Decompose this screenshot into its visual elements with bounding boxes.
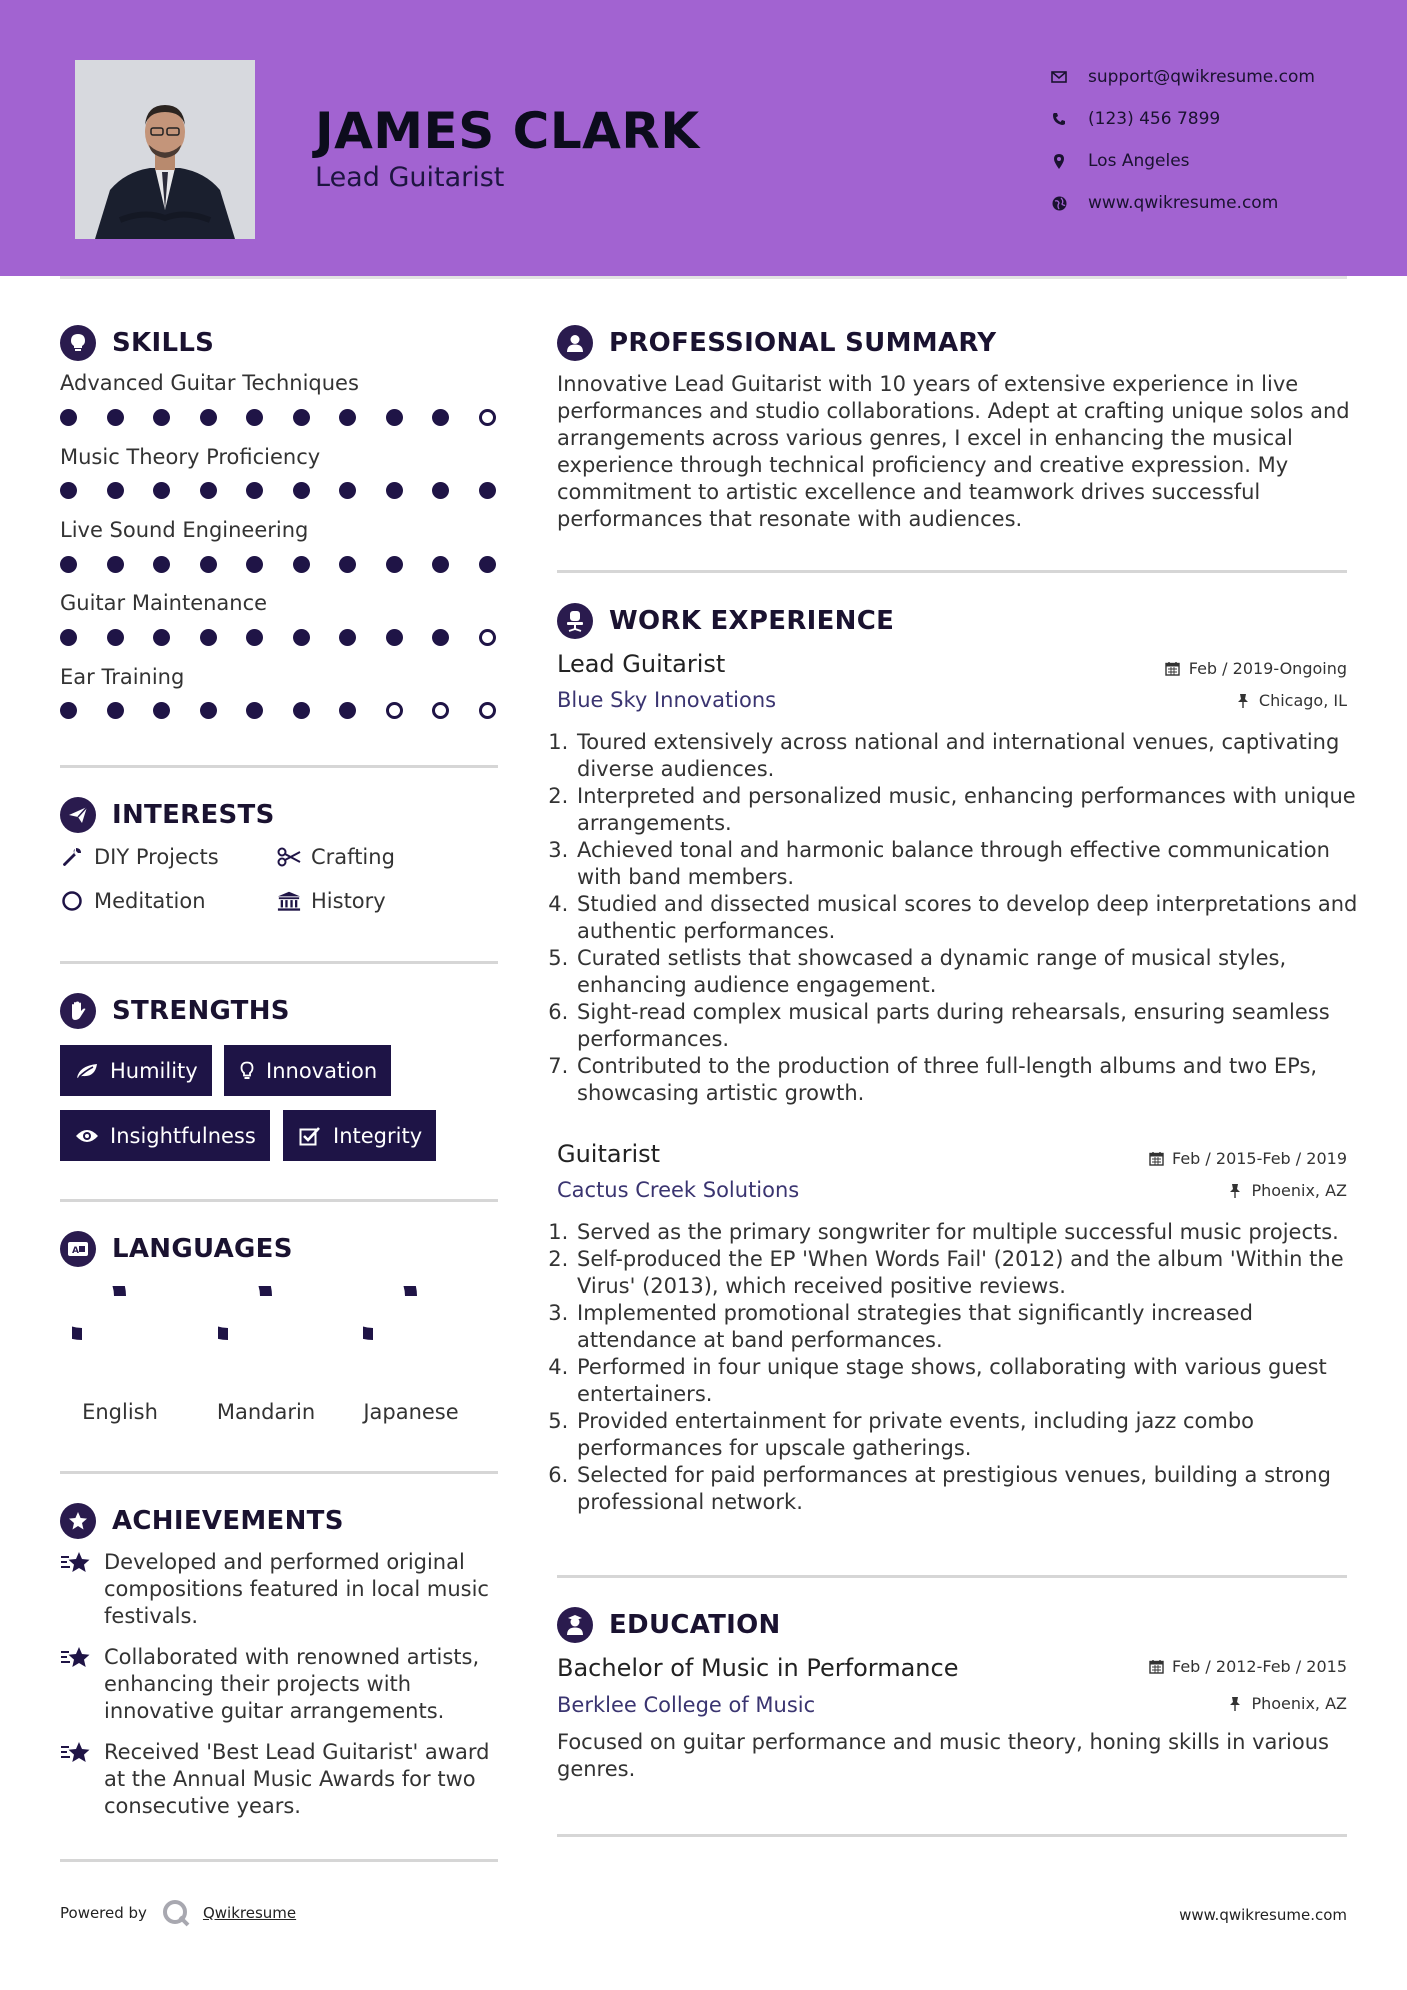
job-dates-text: Feb / 2019-Ongoing	[1188, 659, 1347, 678]
job-dates	[1148, 1149, 1347, 1168]
star-badge-icon	[60, 1503, 96, 1539]
skill-dot-filled	[432, 556, 449, 573]
skill-name: Ear Training	[60, 665, 185, 689]
skill-dot-filled	[200, 556, 217, 573]
language-item	[206, 1286, 326, 1424]
education-dates-text: Feb / 2012-Feb / 2015	[1172, 1657, 1347, 1676]
interests-heading	[60, 797, 275, 833]
achievement-item	[60, 1739, 500, 1820]
section-divider	[60, 1199, 498, 1202]
education-dates	[1148, 1657, 1347, 1676]
language-label: Japanese	[363, 1400, 459, 1424]
skill-dot-filled	[107, 629, 124, 646]
strengths-title: STRENGTHS	[112, 996, 290, 1026]
skill-dot-filled	[479, 556, 496, 573]
skill-name: Music Theory Proficiency	[60, 445, 321, 469]
strength-label: Humility	[110, 1058, 198, 1083]
language-proficiency-ring	[72, 1286, 168, 1382]
skill-dot-filled	[153, 482, 170, 499]
skill-dot-filled	[246, 629, 263, 646]
interest-label: History	[311, 889, 386, 913]
job-dates	[1165, 659, 1347, 678]
job-location	[1235, 691, 1347, 710]
skill-rating	[60, 556, 525, 573]
leaf-icon	[74, 1060, 100, 1082]
star-icon	[60, 1739, 92, 1767]
section-divider	[557, 1575, 1347, 1578]
pushpin-icon	[1235, 693, 1251, 709]
skill-dot-empty	[432, 702, 449, 719]
job-bullet: 1. Toured extensively across national and international venues, captivating diverse audiences.	[575, 729, 1365, 783]
skill-dot-filled	[153, 409, 170, 426]
circle-icon	[60, 889, 84, 913]
skill-rating	[60, 482, 525, 499]
section-divider	[60, 1859, 498, 1862]
job-bullet: 4. Performed in four unique stage shows, collaborating with various guest entertainers.	[575, 1354, 1365, 1408]
skill-dot-filled	[386, 482, 403, 499]
contact-list	[1050, 56, 1380, 224]
skill-dot-filled	[200, 702, 217, 719]
office-chair-icon	[557, 603, 593, 639]
job-bullet: 4. Studied and dissected musical scores to develop deep interpretations and authentic performances.	[575, 891, 1365, 945]
education-heading	[557, 1607, 781, 1643]
language-item	[351, 1286, 471, 1424]
candidate-title: Lead Guitarist	[315, 162, 505, 193]
skill-dot-filled	[386, 629, 403, 646]
language-arc	[72, 1286, 120, 1334]
experience-title: WORK EXPERIENCE	[609, 606, 895, 636]
interest-label: Crafting	[311, 845, 395, 869]
job-bullets	[557, 729, 1365, 1107]
skill-dot-filled	[153, 702, 170, 719]
qwikresume-logo-icon	[161, 1898, 191, 1928]
skill-rating	[60, 702, 525, 719]
scissors-icon	[277, 845, 301, 869]
skill-dot-filled	[107, 482, 124, 499]
skill-dot-filled	[386, 556, 403, 573]
header-divider	[60, 276, 1347, 279]
job-location-text: Chicago, IL	[1258, 691, 1347, 710]
section-divider	[60, 1471, 498, 1474]
summary-heading	[557, 325, 996, 361]
profile-photo	[75, 60, 255, 239]
section-divider	[557, 1834, 1347, 1837]
hand-icon	[60, 993, 96, 1029]
skill-dot-filled	[153, 556, 170, 573]
achievement-item	[60, 1644, 500, 1725]
language-arc	[363, 1286, 411, 1334]
job-bullet: 5. Provided entertainment for private events, including jazz combo performances for upscale gatherings.	[575, 1408, 1365, 1462]
skill-dot-filled	[293, 702, 310, 719]
user-icon	[557, 325, 593, 361]
lightbulb-icon	[60, 325, 96, 361]
languages-heading	[60, 1231, 293, 1267]
contact-website-text: www.qwikresume.com	[1088, 193, 1279, 213]
job-bullet: 3. Achieved tonal and harmonic balance through effective communication with band members.	[575, 837, 1365, 891]
skill-dot-filled	[60, 482, 77, 499]
language-arc	[218, 1286, 266, 1334]
skill-dot-empty	[479, 409, 496, 426]
education-location	[1227, 1694, 1347, 1713]
skill-name: Guitar Maintenance	[60, 591, 268, 615]
skill-dot-filled	[60, 556, 77, 573]
job-bullet: 3. Implemented promotional strategies that significantly increased attendance at band performances.	[575, 1300, 1365, 1354]
skill-dot-filled	[153, 629, 170, 646]
phone-icon	[1050, 110, 1068, 128]
globe-icon	[1050, 194, 1068, 212]
calendar-icon	[1165, 661, 1181, 677]
strength-tag	[224, 1045, 391, 1096]
summary-title: PROFESSIONAL SUMMARY	[609, 328, 997, 358]
strength-tag	[60, 1110, 270, 1161]
envelope-icon	[1050, 68, 1068, 86]
summary-text: Innovative Lead Guitarist with 10 years of extensive experience in live performances and studio collaborations. Adept at crafting unique solos and arrangements across various genres, I excel in enhancing the musical experience through technical proficiency and creative expression. My commitment to artistic excellence and teamwork drives successful performances that resonate with audiences.	[557, 372, 1350, 531]
footer-powered-by	[60, 1898, 296, 1928]
job-bullet: 2. Interpreted and personalized music, enhancing performances with unique arrangements.	[575, 783, 1365, 837]
skill-dot-filled	[293, 482, 310, 499]
interest-item	[60, 889, 206, 913]
section-divider	[60, 765, 498, 768]
achievement-text: Collaborated with renowned artists, enhancing their projects with innovative guitar arrangements.	[104, 1645, 480, 1723]
job-bullet: 6. Sight-read complex musical parts during rehearsals, ensuring seamless performances.	[575, 999, 1365, 1053]
interest-label: Meditation	[94, 889, 206, 913]
skill-dot-filled	[293, 629, 310, 646]
skill-name: Advanced Guitar Techniques	[60, 371, 359, 395]
lightbulb-icon	[238, 1060, 256, 1082]
star-icon	[60, 1644, 92, 1672]
skill-dot-empty	[386, 702, 403, 719]
strength-label: Integrity	[333, 1123, 423, 1148]
section-divider	[60, 961, 498, 964]
skill-rating	[60, 409, 525, 426]
job-bullet: 1. Served as the primary songwriter for multiple successful music projects.	[575, 1219, 1365, 1246]
skill-name: Live Sound Engineering	[60, 518, 309, 542]
strength-label: Insightfulness	[110, 1123, 256, 1148]
skill-dot-filled	[60, 629, 77, 646]
job-location	[1227, 1181, 1347, 1200]
experience-heading	[557, 603, 894, 639]
achievement-item	[60, 1549, 500, 1630]
pushpin-icon	[1227, 1696, 1243, 1712]
job-bullet: 7. Contributed to the production of three full-length albums and two EPs, showcasing artistic growth.	[575, 1053, 1365, 1107]
skill-rating	[60, 629, 525, 646]
achievements-heading	[60, 1503, 344, 1539]
interest-label: DIY Projects	[94, 845, 219, 869]
achievement-text: Developed and performed original compositions featured in local music festivals.	[104, 1550, 489, 1628]
language-label: Mandarin	[216, 1400, 316, 1424]
skill-dot-filled	[339, 556, 356, 573]
svg-text:A: A	[72, 1246, 79, 1256]
job-bullets	[557, 1219, 1365, 1516]
powered-by-text: Powered by	[60, 1904, 147, 1922]
interest-item	[60, 845, 219, 869]
wrench-icon	[60, 845, 84, 869]
job-bullet: 2. Self-produced the EP 'When Words Fail' (2012) and the album 'Within the Virus' (2013), which received positive reviews.	[575, 1246, 1365, 1300]
education-text: Focused on guitar performance and music theory, honing skills in various genres.	[557, 1730, 1329, 1781]
skill-dot-filled	[200, 629, 217, 646]
degree-title: Bachelor of Music in Performance	[557, 1654, 959, 1682]
contact-email[interactable]	[1050, 56, 1380, 98]
skills-title: SKILLS	[112, 328, 215, 358]
skills-heading	[60, 325, 214, 361]
skill-dot-filled	[432, 629, 449, 646]
contact-email-text: support@qwikresume.com	[1088, 67, 1315, 87]
skill-dot-empty	[479, 629, 496, 646]
strength-tag	[283, 1110, 436, 1161]
skill-dot-filled	[107, 409, 124, 426]
language-proficiency-ring	[363, 1286, 459, 1382]
language-item	[60, 1286, 180, 1424]
institution-icon	[277, 889, 301, 913]
job-title: Guitarist	[557, 1140, 661, 1168]
calendar-icon	[1148, 1151, 1164, 1167]
resume-header	[0, 0, 1407, 276]
skill-dot-filled	[60, 409, 77, 426]
skill-dot-filled	[293, 556, 310, 573]
company-name: Cactus Creek Solutions	[557, 1178, 800, 1202]
contact-phone[interactable]	[1050, 98, 1380, 140]
job-dates-text: Feb / 2015-Feb / 2019	[1172, 1149, 1347, 1168]
pushpin-icon	[1227, 1183, 1243, 1199]
achievement-text: Received 'Best Lead Guitarist' award at the Annual Music Awards for two consecutive years.	[104, 1740, 490, 1818]
candidate-name: JAMES CLARK	[315, 102, 700, 160]
education-title: EDUCATION	[609, 1610, 781, 1640]
footer-website[interactable]: www.qwikresume.com	[1179, 1906, 1347, 1924]
language-proficiency-ring	[218, 1286, 314, 1382]
contact-location-text: Los Angeles	[1088, 151, 1190, 171]
skill-dot-filled	[107, 556, 124, 573]
skill-dot-filled	[60, 702, 77, 719]
skill-dot-filled	[246, 482, 263, 499]
qwikresume-link[interactable]: Qwikresume	[202, 1904, 297, 1922]
skill-dot-filled	[432, 409, 449, 426]
job-bullet: 6. Selected for paid performances at prestigious venues, building a strong professional network.	[575, 1462, 1365, 1516]
calendar-icon	[1148, 1659, 1164, 1675]
skill-dot-filled	[107, 702, 124, 719]
skill-dot-filled	[432, 482, 449, 499]
job-title: Lead Guitarist	[557, 650, 726, 678]
skill-dot-filled	[246, 556, 263, 573]
interest-item	[277, 889, 386, 913]
skill-dot-filled	[479, 482, 496, 499]
strengths-heading	[60, 993, 290, 1029]
contact-phone-text: (123) 456 7899	[1088, 109, 1221, 129]
interest-item	[277, 845, 395, 869]
contact-website[interactable]	[1050, 182, 1380, 224]
languages-title: LANGUAGES	[112, 1234, 293, 1264]
skill-dot-filled	[200, 482, 217, 499]
interests-title: INTERESTS	[112, 800, 275, 830]
skill-dot-filled	[339, 482, 356, 499]
checkbox-icon	[297, 1125, 323, 1147]
skill-dot-filled	[339, 409, 356, 426]
skill-dot-filled	[339, 629, 356, 646]
language-label: English	[82, 1400, 158, 1424]
skill-dot-empty	[479, 702, 496, 719]
skill-dot-filled	[246, 702, 263, 719]
skill-dot-filled	[246, 409, 263, 426]
skill-dot-filled	[293, 409, 310, 426]
graduate-icon	[557, 1607, 593, 1643]
school-name: Berklee College of Music	[557, 1693, 816, 1717]
achievements-title: ACHIEVEMENTS	[112, 1506, 344, 1536]
job-location-text: Phoenix, AZ	[1251, 1181, 1347, 1200]
contact-location	[1050, 140, 1380, 182]
skill-dot-filled	[339, 702, 356, 719]
skill-dot-filled	[386, 409, 403, 426]
education-location-text: Phoenix, AZ	[1251, 1694, 1347, 1713]
map-pin-icon	[1050, 152, 1068, 170]
job-bullet: 5. Curated setlists that showcased a dynamic range of musical styles, enhancing audience engagement.	[575, 945, 1365, 999]
paper-plane-icon	[60, 797, 96, 833]
skill-dot-filled	[200, 409, 217, 426]
section-divider	[557, 570, 1347, 573]
language-icon	[60, 1231, 96, 1267]
strength-tag	[60, 1045, 212, 1096]
strength-label: Innovation	[266, 1058, 378, 1083]
star-icon	[60, 1549, 92, 1577]
company-name: Blue Sky Innovations	[557, 688, 777, 712]
eye-icon	[74, 1125, 100, 1147]
